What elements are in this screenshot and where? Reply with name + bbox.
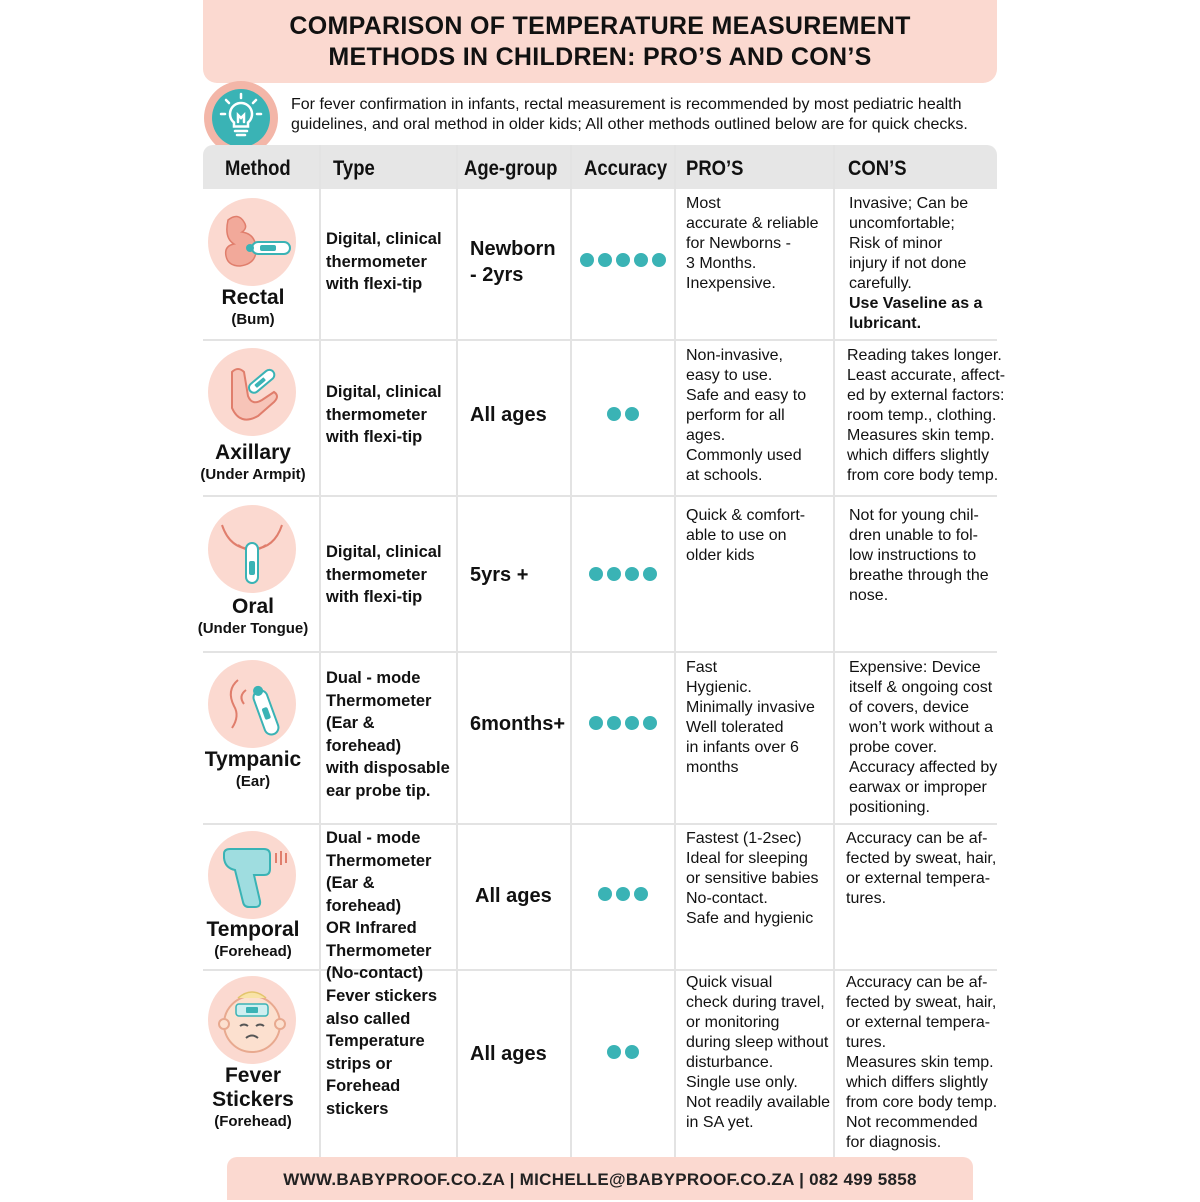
cons-line: for diagnosis. — [846, 1134, 942, 1151]
cons-line: Expensive: Device — [849, 659, 981, 676]
type-line: thermometer — [326, 405, 427, 424]
header-pros: PRO’S — [686, 157, 744, 180]
pros-line: accurate & reliable — [686, 215, 819, 232]
type-line: strips or — [326, 1054, 393, 1073]
cons-line: or external tempera- — [846, 1014, 991, 1031]
pros-line: Hygienic. — [686, 679, 752, 696]
accuracy-dot — [607, 567, 621, 581]
type-line: with disposable — [326, 759, 450, 777]
cons-line: Not for young chil- — [849, 507, 979, 524]
pros-line: Not readily available — [686, 1094, 831, 1111]
cons-cell — [846, 973, 1016, 1153]
accuracy-dot — [607, 1045, 621, 1059]
title-line-2: METHODS IN CHILDREN: PRO’S AND CON’S — [328, 42, 872, 71]
accuracy-dots — [572, 567, 674, 581]
pros-line: at schools. — [686, 467, 763, 484]
method-sub: (Bum) — [231, 311, 275, 328]
row-divider — [203, 495, 997, 497]
age-line: 6months+ — [470, 713, 566, 735]
row-divider — [203, 823, 997, 825]
cons-line: tures. — [846, 1034, 887, 1051]
footer-contact: WWW.BABYPROOF.CO.ZA | MICHELLE@BABYPROOF.CO.ZA | 082 499 5858 — [227, 1157, 973, 1200]
cons-line: Not recommended — [846, 1114, 978, 1131]
accuracy-dot — [580, 253, 594, 267]
method-name — [203, 1064, 303, 1112]
cons-line: room temp., clothing. — [847, 407, 997, 424]
age-cell — [470, 236, 576, 288]
fever-sticker-baby-icon — [208, 976, 296, 1064]
pros-cell — [686, 506, 836, 566]
accuracy-dot — [616, 887, 630, 901]
cons-line: or external tempera- — [846, 870, 991, 887]
method-name: Temporal — [206, 918, 300, 941]
type-line: Fever stickers — [326, 987, 437, 1005]
method-name: Tympanic — [204, 748, 302, 771]
type-line: OR Infrared — [326, 919, 417, 937]
cons-line: Accuracy can be af- — [846, 830, 988, 847]
armpit-thermometer-icon — [208, 348, 296, 436]
type-cell — [326, 541, 454, 609]
pros-line: Well tolerated — [686, 719, 784, 736]
type-line: Thermometer — [326, 941, 432, 960]
type-cell — [326, 667, 454, 802]
cons-line: uncomfortable; — [849, 215, 955, 232]
type-line: Digital, clinical — [326, 543, 442, 561]
cons-line: tures. — [846, 890, 887, 907]
method-sub: (Forehead) — [214, 943, 292, 960]
pros-line: in SA yet. — [686, 1114, 754, 1131]
type-line: Digital, clinical — [326, 383, 442, 401]
pros-line: for Newborns - — [686, 235, 791, 252]
method-sub: (Forehead) — [214, 1113, 292, 1130]
type-line: Thermometer — [326, 691, 432, 710]
cons-line: which differs slightly — [846, 1074, 988, 1091]
cons-line: fected by sweat, hair, — [846, 850, 997, 867]
type-line: with flexi-tip — [326, 428, 423, 446]
cons-line: from core body temp. — [847, 467, 999, 484]
age-cell — [470, 1041, 576, 1067]
cons-line: breathe through the — [849, 567, 989, 584]
age-cell — [470, 402, 576, 428]
method-name-line: Stickers — [212, 1088, 294, 1111]
cons-cell — [849, 506, 1019, 606]
cons-line: fected by sweat, hair, — [846, 994, 997, 1011]
type-line: Thermometer — [326, 851, 432, 870]
type-line: with flexi-tip — [326, 275, 423, 293]
method-sub: (Under Tongue) — [197, 620, 309, 637]
method-name-line: Fever — [224, 1064, 282, 1087]
accuracy-dot — [625, 716, 639, 730]
type-line: Digital, clinical — [326, 230, 442, 248]
cons-line: probe cover. — [849, 739, 938, 756]
pros-line: Most — [686, 195, 721, 212]
type-line: (No-contact) — [326, 964, 424, 982]
cons-line: ed by external factors: — [847, 387, 1005, 404]
type-line: Temperature — [326, 1032, 425, 1050]
rectal-thermometer-icon — [208, 198, 296, 286]
cons-line: Accuracy affected by — [849, 759, 998, 776]
cons-cell — [849, 658, 1019, 818]
accuracy-dots — [572, 253, 674, 267]
header-cons: CON’S — [848, 157, 907, 180]
pros-line: perform for all — [686, 407, 785, 424]
age-line: All ages — [470, 404, 547, 426]
intro-text — [291, 95, 1011, 135]
pros-cell — [686, 829, 836, 929]
cons-cell — [847, 346, 1017, 486]
title-banner — [203, 0, 997, 83]
pros-cell — [686, 194, 836, 294]
accuracy-dot — [652, 253, 666, 267]
pros-line: in infants over 6 — [686, 739, 799, 756]
pros-line: Ideal for sleeping — [686, 850, 808, 867]
cons-line: won’t work without a — [849, 719, 994, 736]
header-accuracy: Accuracy — [584, 157, 668, 180]
header-method: Method — [225, 157, 291, 180]
pros-line: Safe and easy to — [686, 387, 807, 404]
accuracy-dots — [572, 407, 674, 421]
accuracy-dot — [598, 253, 612, 267]
type-line: Dual - mode — [326, 829, 421, 847]
lightbulb-icon — [204, 81, 278, 155]
title-line-1: COMPARISON OF TEMPERATURE MEASUREMENT — [289, 11, 911, 40]
cons-line: Accuracy can be af- — [846, 974, 988, 991]
accuracy-dots — [572, 716, 674, 730]
age-cell — [470, 562, 576, 588]
pros-line: check during travel, — [686, 994, 825, 1011]
cons-line: injury if not done — [849, 255, 967, 272]
type-line: Forehead — [326, 1077, 401, 1095]
cons-line: from core body temp. — [846, 1094, 998, 1111]
age-line: All ages — [475, 885, 552, 907]
accuracy-dot — [643, 567, 657, 581]
row-divider — [203, 969, 997, 971]
pros-line: Quick visual — [686, 974, 773, 991]
pros-line: or sensitive babies — [686, 870, 819, 887]
type-line: stickers — [326, 1099, 389, 1118]
cons-cell — [846, 829, 1016, 909]
intro-line-1: For fever confirmation in infants, rectal measurement is recommended by most pediatric health — [291, 96, 962, 113]
cons-line: dren unable to fol- — [849, 527, 978, 544]
cons-line: earwax or improper — [849, 779, 987, 796]
cons-line: low instructions to — [849, 547, 977, 564]
accuracy-dots — [572, 1045, 674, 1059]
cons-cell — [849, 194, 1019, 334]
pros-line: Fast — [686, 659, 718, 676]
type-line: thermometer — [326, 252, 427, 271]
cons-line: Invasive; Can be — [849, 195, 969, 212]
accuracy-dot — [625, 407, 639, 421]
pros-line: Safe and hygienic — [686, 910, 814, 927]
pros-line: months — [686, 759, 739, 776]
type-line: Dual - mode — [326, 669, 421, 687]
accuracy-dot — [634, 887, 648, 901]
age-line: 5yrs + — [470, 564, 529, 586]
pros-cell — [686, 346, 836, 486]
intro-line-2: guidelines, and oral method in older kids; All other methods outlined below are for quick checks. — [291, 116, 968, 133]
cons-line: Risk of minor — [849, 235, 943, 252]
pros-line: 3 Months. — [686, 255, 757, 272]
age-line: - 2yrs — [470, 264, 524, 286]
pros-line: or monitoring — [686, 1014, 780, 1031]
pros-line: ages. — [686, 427, 726, 444]
pros-line: Fastest (1-2sec) — [686, 830, 802, 847]
type-line: (Ear & forehead) — [326, 714, 402, 755]
accuracy-dot — [625, 567, 639, 581]
header-age-group: Age-group — [464, 157, 558, 180]
type-line: also called — [326, 1009, 411, 1028]
method-name: Axillary — [215, 441, 291, 464]
oral-thermometer-icon — [208, 505, 296, 593]
cons-line: Measures skin temp. — [847, 427, 995, 444]
pros-line: Single use only. — [686, 1074, 798, 1091]
type-line: ear probe tip. — [326, 781, 431, 800]
method-sub: (Ear) — [235, 773, 271, 790]
type-cell — [326, 827, 454, 985]
pros-line: Inexpensive. — [686, 275, 776, 292]
accuracy-dots — [572, 887, 674, 901]
pros-line: Commonly used — [686, 447, 802, 464]
cons-line: Least accurate, affect- — [847, 367, 1006, 384]
accuracy-dot — [589, 716, 603, 730]
cons-line: itself & ongoing cost — [849, 679, 993, 696]
cons-line: of covers, device — [849, 699, 970, 716]
pros-cell — [686, 658, 836, 778]
accuracy-dot — [598, 887, 612, 901]
accuracy-dot — [634, 253, 648, 267]
type-line: thermometer — [326, 565, 427, 584]
cons-line: Measures skin temp. — [846, 1054, 994, 1071]
accuracy-dot — [616, 253, 630, 267]
age-line: Newborn — [470, 238, 556, 260]
type-cell — [326, 985, 454, 1120]
type-line: (Ear & forehead) — [326, 874, 402, 915]
pros-line: during sleep without — [686, 1034, 829, 1051]
type-cell — [326, 228, 454, 296]
infrared-thermometer-icon — [208, 831, 296, 919]
pros-cell — [686, 973, 836, 1133]
method-name: Rectal — [221, 286, 285, 309]
method-sub: (Under Armpit) — [200, 466, 306, 483]
row-divider — [203, 339, 997, 341]
type-cell — [326, 381, 454, 449]
row-divider — [203, 651, 997, 653]
pros-line: disturbance. — [686, 1054, 774, 1071]
cons-line: carefully. — [849, 275, 912, 292]
type-line: with flexi-tip — [326, 588, 423, 606]
accuracy-dot — [589, 567, 603, 581]
age-line: All ages — [470, 1043, 547, 1065]
cons-line: which differs slightly — [847, 447, 989, 464]
pros-line: older kids — [686, 547, 755, 564]
pros-line: easy to use. — [686, 367, 773, 384]
pros-line: Non-invasive, — [686, 347, 783, 364]
age-cell — [470, 711, 576, 737]
cons-line: Reading takes longer. — [847, 347, 1002, 364]
cons-note: lubricant. — [849, 315, 922, 332]
cons-line: nose. — [849, 587, 889, 604]
pros-line: No-contact. — [686, 890, 768, 907]
pros-line: able to use on — [686, 527, 787, 544]
accuracy-dot — [607, 716, 621, 730]
cons-note: Use Vaseline as a — [849, 295, 983, 312]
cons-line: positioning. — [849, 799, 930, 816]
pros-line: Quick & comfort- — [686, 507, 806, 524]
pros-line: Minimally invasive — [686, 699, 815, 716]
ear-thermometer-icon — [208, 660, 296, 748]
method-name: Oral — [231, 595, 275, 618]
accuracy-dot — [625, 1045, 639, 1059]
accuracy-dot — [607, 407, 621, 421]
accuracy-dot — [643, 716, 657, 730]
age-cell — [475, 883, 581, 909]
header-type: Type — [333, 157, 375, 180]
